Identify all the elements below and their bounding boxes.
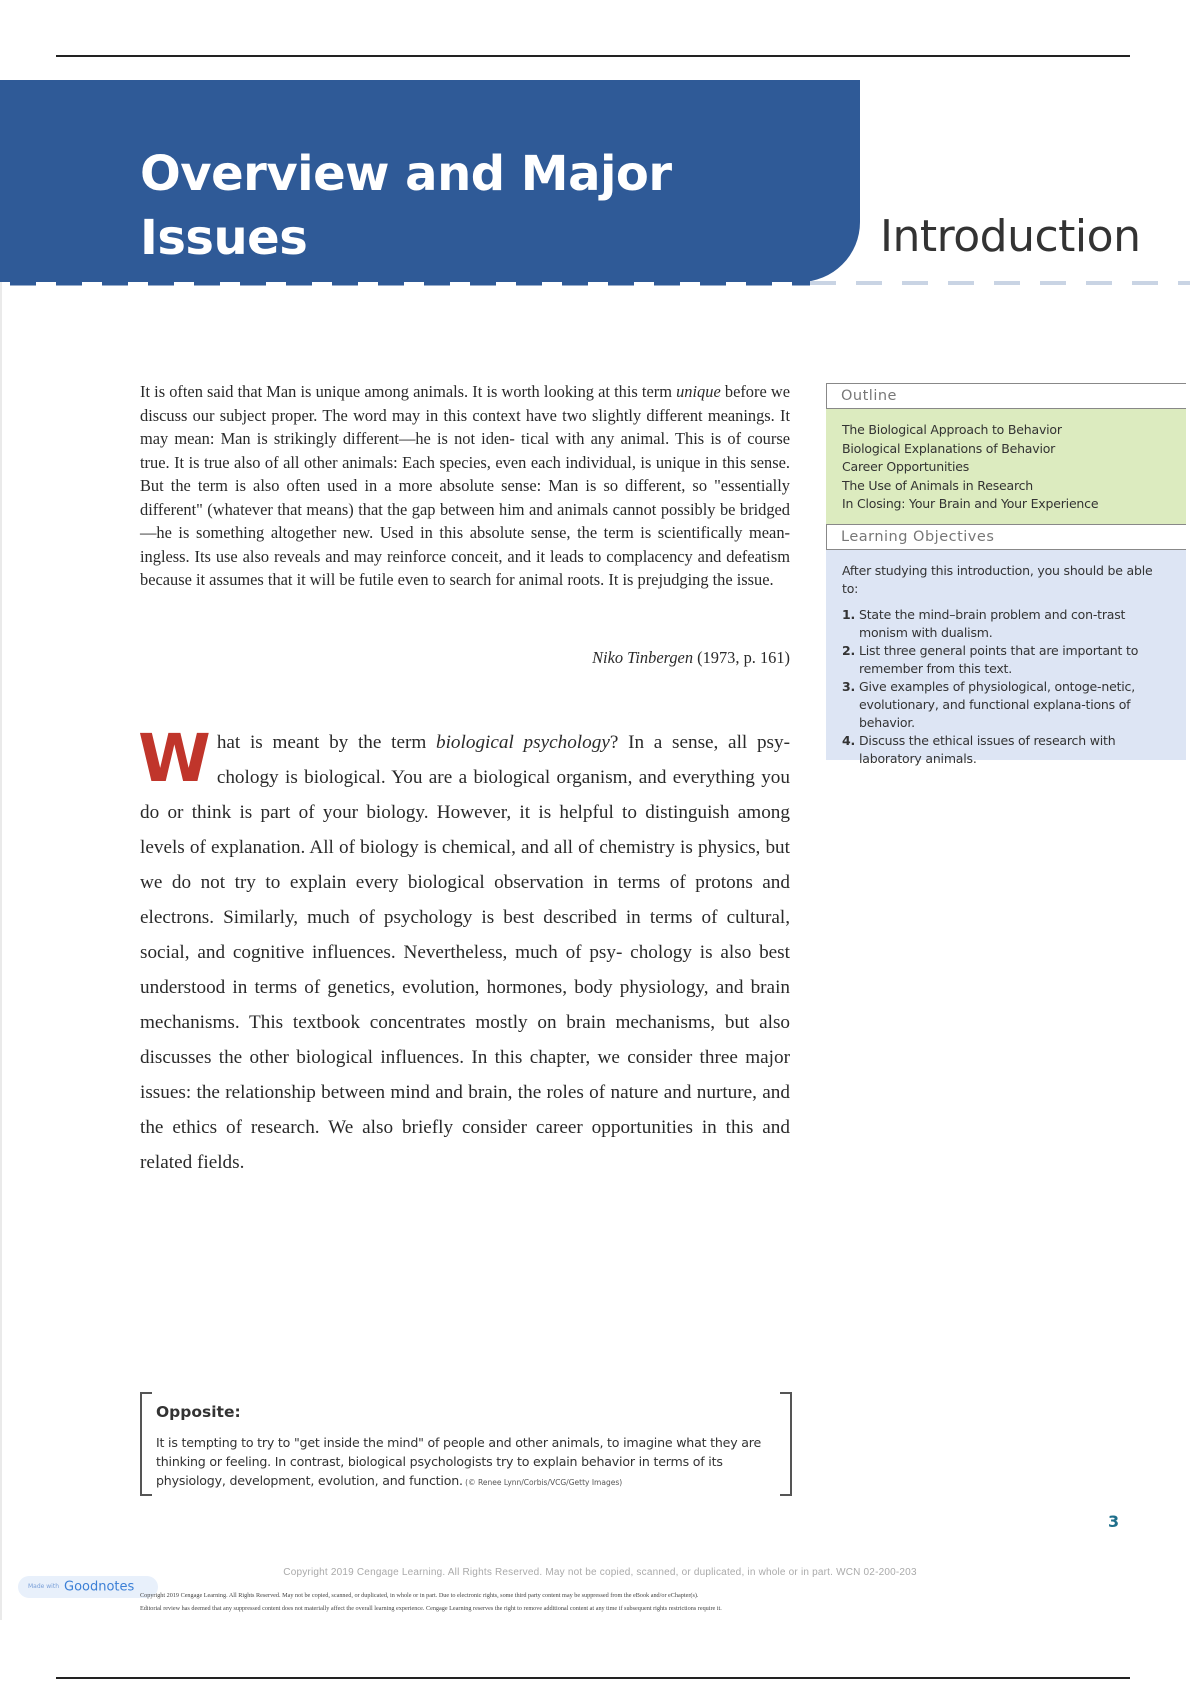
bottom-rule [56,1677,1130,1679]
caption-text [156,1433,776,1492]
page-edge [0,80,2,1620]
body-line1-b: ? In a sense, all psy- [609,732,790,753]
outline-item: In Closing: Your Brain and Your Experience [842,496,1099,512]
badge-prefix: Made with [28,1583,59,1590]
objective-number: 3. [842,678,856,694]
section-label: Introduction [880,211,1141,262]
drop-cap: W [138,720,211,797]
outline-item: The Biological Approach to Behavior [842,422,1062,437]
objective-number: 1. [842,606,856,622]
chapter-title-line2: Issues [140,210,308,266]
objective-text: Give examples of physiological, ontoge-netic, evolutionary, and functional explana-tions of behavior. [859,678,1135,730]
objective-number: 2. [842,642,856,658]
objectives-panel [826,550,1186,766]
body-line1-a: hat is meant by the term [216,732,436,753]
photo-credit: (© Renee Lynn/Corbis/VCG/Getty Images) [462,1478,623,1487]
body-term: biological psychology [436,732,610,753]
outline-heading: Outline [826,383,1186,409]
objective-number: 4. [842,732,856,748]
epigraph-citation: (1973, p. 161) [693,648,790,667]
chapter-sidebar [826,383,1186,766]
goodnotes-badge [18,1576,158,1598]
fineprint-line2: Editorial review has deemed that any suppressed content does not materially affect the overall learning experience. Cengage Learning reserves the right to remove additional content at any time if subsequent rights restrictions require it. [140,1605,722,1612]
epigraph-term: unique [676,382,721,401]
epigraph-text: It is often said that Man is unique among animals. It is worth looking at this term unique before we discuss our subject proper. The word may in this context have two slightly different meanings. It may mean: Man is strikingly different—he is not iden- tical with any animal. This is of course true. It is true also of all other animals: Each species, even each individual, is unique in this sense. But the term is also often used in a more absolute sense: Man is so different, so "essentially different" (whatever that means) that the gap between him and animals cannot possibly be bridged—he is something altogether new. Used in this absolute sense, the term is scientifically mean- ingless. Its use also reveals and may reinforce conceit, and it leads to complacency and defeatism because it assumes that it will be futile even to search for animal roots. It is prejudging the issue. [140,382,791,589]
objective-text: List three general points that are important to remember from this text. [859,642,1139,676]
dashed-divider [10,280,1190,286]
epigraph [140,380,790,592]
fineprint-line1: Copyright 2019 Cengage Learning. All Rights Reserved. May not be copied, scanned, or duplicated, in whole or in part. Due to electronic rights, some third party content may be suppressed from the eBook and/or eChapter(s). [140,1592,699,1599]
caption-title: Opposite: [156,1403,241,1421]
objectives-list [842,606,1170,768]
caption-body: It is tempting to try to "get inside the mind" of people and other animals, to imagine what they are thinking or feeling. In contrast, biological psychologists try to explain behavior in terms of its physiology, development, evolution, and function. [156,1435,762,1488]
epigraph-attribution [140,648,790,668]
objectives-heading: Learning Objectives [826,524,1186,550]
outline-item: Career Opportunities [842,459,970,475]
objective-item [842,732,1170,768]
badge-label: Goodnotes [64,1579,135,1595]
chapter-title-line1: Overview and Major [140,146,672,202]
top-rule [56,55,1130,57]
outline-item: Biological Explanations of Behavior [842,440,1056,456]
intro-body [138,720,791,1180]
objective-text: Discuss the ethical issues of research with laboratory animals. [859,732,1116,766]
intro-paragraph: hat is meant by the term biological psychology? In a sense, all psy- chology is biological. You are a biological organism, and everything you do or think is part of your biology. However, it is helpful to distinguish among levels of explanation. All of biology is chemical, and all of chemistry is physics, but we do not try to explain every biological observation in terms of protons and electrons. Similarly, much of psychology is best described in terms of cultural, social, and cognitive influences. Nevertheless, much of psy- chology is also best understood in terms of genetics, evolution, hormones, body physiology, and brain mechanisms. This textbook concentrates mostly on brain mechanisms, but also discusses the other biological influences. In this chapter, we consider three major issues: the relationship between mind and brain, the roles of nature and nurture, and the ethics of research. We also briefly consider career opportunities in this and related fields. [140,732,791,1173]
caption-bracket-right [780,1392,792,1496]
objectives-intro: After studying this introduction, you should be able to: [842,562,1153,596]
outline-item: The Use of Animals in Research [842,477,1034,493]
epigraph-author: Niko Tinbergen [592,648,694,667]
caption-bracket-left [140,1392,152,1496]
objective-item [842,642,1170,678]
objective-text: State the mind–brain problem and con-trast monism with dualism. [859,606,1126,640]
page-number: 3 [1108,1512,1120,1531]
opposite-caption [140,1392,792,1494]
objective-item [842,678,1170,732]
copyright-notice: Copyright 2019 Cengage Learning. All Rights Reserved. May not be copied, scanned, or duplicated, in whole or in part. WCN 02-200-203 [283,1567,917,1578]
objective-item [842,606,1170,642]
outline-list [826,409,1186,524]
copyright-fineprint [140,1589,1140,1615]
chapter-title [140,142,820,270]
